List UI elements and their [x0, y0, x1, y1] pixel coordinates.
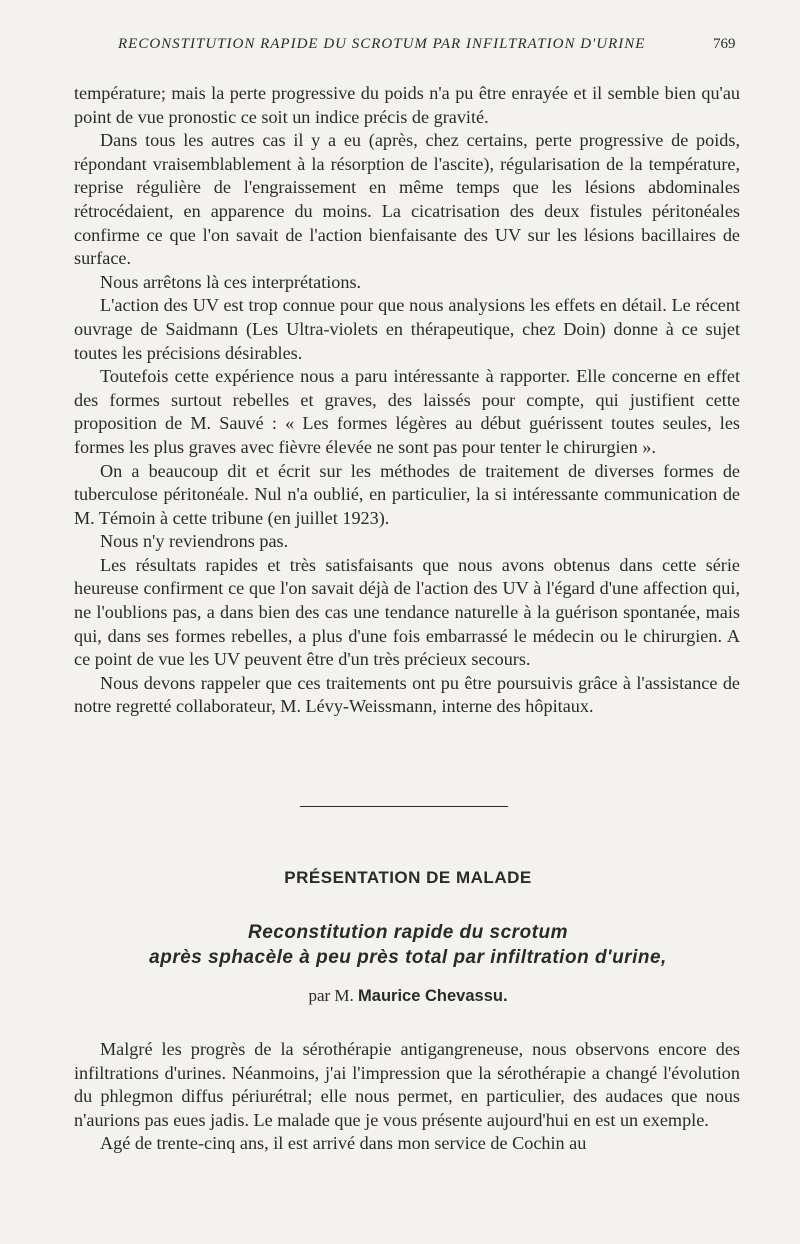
page-number: 769: [713, 36, 736, 52]
paragraph: Toutefois cette expérience nous a paru intéressante à rapporter. Elle concerne en effet des formes surtout rebelles et graves, des laissés pour compte, qui justifient cette proposition de M. Sauvé : « Les formes légères au début guérissent toutes seules, les formes les plus graves avec fièvre élevée ne sont pas pour tenter le chirurgien ».: [74, 366, 740, 457]
paragraph: Dans tous les autres cas il y a eu (après, chez certains, perte progressive de poids, répondant vraisemblablement à la résorption de l'ascite), régularisation de la température, reprise régulière de l'engraissement en même temps que les lésions abdominales rétrocédaient, en apparence du moins. La cicatrisation des deux fistules péritonéales confirme ce que l'on savait de l'action bienfaisante des UV sur les lésions bacillaires de surface.: [74, 130, 740, 269]
paragraph: On a beaucoup dit et écrit sur les méthodes de traitement de diverses formes de tuberculose péritonéale. Nul n'a oublié, en particulier, la si intéressante communication de M. Témoin à cette tribune (en juillet 1923).: [74, 460, 740, 528]
section-divider: [300, 806, 508, 807]
body-text-top: [74, 82, 740, 719]
byline: [0, 986, 800, 1006]
article-title: [0, 920, 800, 970]
paragraph: Nous n'y reviendrons pas.: [100, 531, 289, 552]
paragraph: L'action des UV est trop connue pour que nous analysions les effets en détail. Le récent ouvrage de Saidmann (Les Ultra-violets en thérapeutique, chez Doin) donne à ce sujet toutes les précisions désirables.: [74, 295, 740, 363]
article-title-line-1: Reconstitution rapide du scrotum: [247, 922, 569, 943]
paragraph: Malgré les progrès de la sérothérapie antigangreneuse, nous observons encore des infiltrations d'urines. Néanmoins, j'ai l'impression que la sérothérapie a changé l'évolution du phlegmon diffus périurétral; elle nous permet, en particulier, des audaces que nous n'aurions pas eues jadis. Le malade que je vous présente aujourd'hui en est un exemple.: [74, 1039, 740, 1130]
section-heading: PRÉSENTATION DE MALADE: [284, 868, 532, 887]
paragraph: Agé de trente-cinq ans, il est arrivé dans mon service de Cochin au: [100, 1133, 587, 1154]
paragraph: Nous devons rappeler que ces traitements ont pu être poursuivis grâce à l'assistance de notre regretté collaborateur, M. Lévy-Weissmann, interne des hôpitaux.: [74, 672, 740, 717]
paragraph: température; mais la perte progressive du poids n'a pu être enrayée et il semble bien qu'au point de vue pronostic ce soit un indice précis de gravité.: [74, 83, 740, 127]
paragraph: Nous arrêtons là ces interprétations.: [100, 271, 362, 292]
author-name: Maurice Chevassu.: [358, 987, 508, 1005]
byline-prefix: par M.: [308, 986, 354, 1005]
article-title-line-2: après sphacèle à peu près total par infiltration d'urine,: [149, 947, 667, 968]
running-head: RECONSTITUTION RAPIDE DU SCROTUM PAR INFILTRATION D'URINE: [118, 36, 646, 52]
paragraph: Les résultats rapides et très satisfaisants que nous avons obtenus dans cette série heureuse confirment ce que l'on savait déjà de l'action des UV à l'égard d'une affection qui, ne l'oublions pas, a dans bien des cas une tendance naturelle à la guérison spontanée, mais qui, dans ses formes rebelles, a plus d'une fois embarrassé le médecin ou le chirurgien. A ce point de vue les UV peuvent être d'un très précieux secours.: [74, 554, 740, 670]
body-text-bottom: [74, 1038, 740, 1156]
